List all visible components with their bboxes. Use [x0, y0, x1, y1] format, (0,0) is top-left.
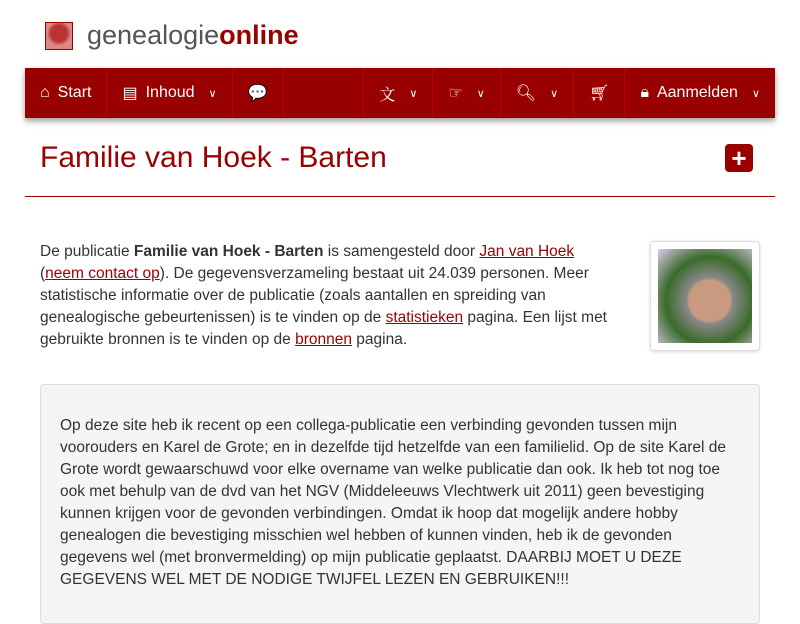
hand-pointer-icon: ☞: [448, 85, 463, 102]
chevron-down-icon: ∨: [550, 87, 559, 100]
main-nav: [25, 68, 775, 118]
sources-link[interactable]: bronnen: [295, 331, 352, 348]
page-title: Familie van Hoek - Barten: [40, 141, 387, 174]
nav-cart[interactable]: [574, 68, 625, 118]
author-link[interactable]: Jan van Hoek: [479, 243, 575, 260]
cart-icon: 🛒︎: [589, 85, 610, 102]
tree-logo-icon: [45, 22, 73, 50]
description-text: Op deze site heb ik recent op een collega-publicatie een verbinding gevonden tussen mijn voorouders en Karel de Grote; en in dezelfde tijd hetzelfde van een familielid. Op de site Karel de Grote wordt gewaarschuwd voor elke overname van welke publicatie dan ook. Ik heb tot nog toe ook met behulp van de dvd van het NGV (Middeleeuws Vlechtwerk uit 2011) geen bevestiging kunnen krijgen voor de gevonden verbindingen. Omdat ik hoop dat mogelijk andere hobby genealogen die bevestiging misschien wel hebben of kunnen vinden, heb ik de gevonden gegevens wel (met bronvermelding) op mijn publicatie geplaatst. DAARBIJ MOET U DEZE GEGEVENS WEL MET DE NODIGE TWIJFEL LEZEN EN GEBRUIKEN!!!: [60, 417, 727, 588]
comments-icon: 💬: [247, 85, 268, 102]
book-icon: ▤: [122, 85, 138, 102]
nav-inhoud-label: Inhoud: [145, 84, 195, 101]
nav-spacer: [284, 68, 365, 118]
lock-icon: 🔒︎: [640, 84, 649, 101]
chevron-down-icon: ∨: [208, 87, 217, 100]
chevron-down-icon: ∨: [476, 87, 485, 100]
nav-inhoud[interactable]: [107, 68, 232, 118]
nav-comments[interactable]: [233, 68, 284, 118]
translate-icon: 文: [379, 86, 396, 104]
author-photo: [650, 241, 760, 351]
nav-start[interactable]: [25, 68, 107, 118]
nav-search[interactable]: [501, 68, 574, 118]
nav-start-label: Start: [57, 84, 92, 101]
chevron-down-icon: ∨: [409, 87, 418, 100]
nav-login[interactable]: [625, 68, 775, 118]
statistics-link[interactable]: statistieken: [385, 309, 464, 326]
add-button[interactable]: +: [725, 144, 753, 172]
site-name: genealogieonline: [87, 20, 299, 50]
publication-intro: De publicatie Familie van Hoek - Barten is samengesteld door Jan van Hoek (neem contact op). De gegevensverzameling bestaat uit 24.039 personen. Meer statistische informatie over de publicatie (zoals aantallen en spreiding van genealogische gebeurtenissen) is te vinden op de statistieken pagina. Een lijst met gebruikte bronnen is te vinden op de bronnen pagina.: [40, 243, 607, 348]
chevron-down-icon: ∨: [751, 87, 760, 100]
nav-login-label: Aanmelden: [656, 84, 738, 101]
description-box: [40, 384, 760, 624]
nav-pointer[interactable]: [433, 68, 500, 118]
nav-language[interactable]: [364, 68, 433, 118]
home-icon: ⌂: [40, 84, 50, 101]
divider: [25, 196, 775, 197]
contact-link[interactable]: neem contact op: [45, 265, 160, 282]
search-icon: 🔍︎: [515, 85, 537, 102]
logo[interactable]: [45, 20, 299, 51]
